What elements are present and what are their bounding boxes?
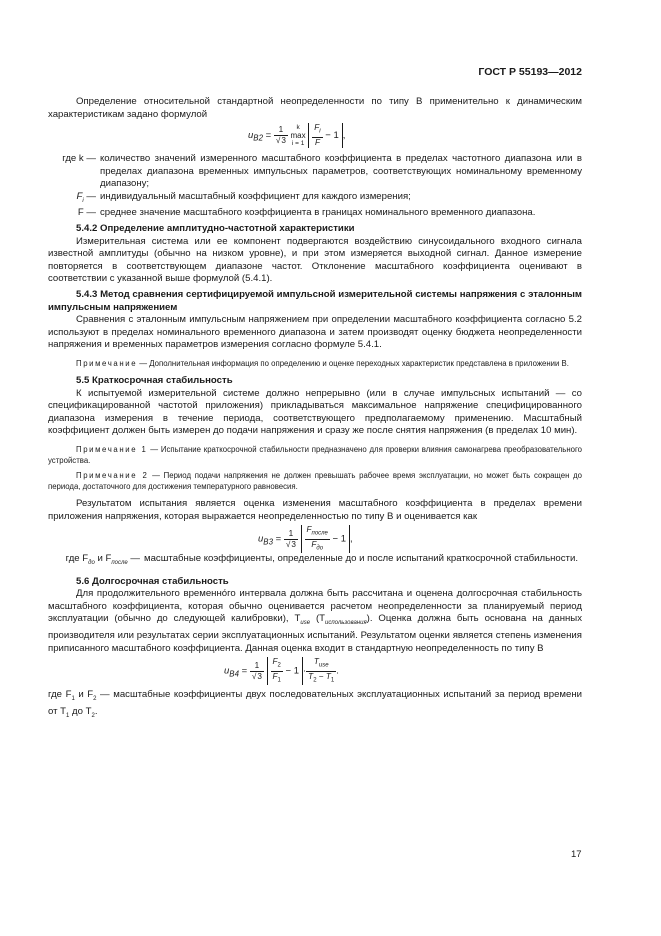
def-f1-f2: где $F_1$ и $F_2$ — масштабные коэффициенты двух последовательных эксплуатационных испытаний за период времени от $T_1$ до $T_2$. <box>48 689 582 719</box>
formula-ub2-lhs-sub: B2 <box>253 133 263 143</box>
note-5-5-2-text: — Период подачи напряжения не должен превышать рабочее время эксплуатации, но может быть сокращен до периода, достаточного для достижения температурного равновесия. <box>48 470 582 491</box>
formula-ub3: $u_{B3}$ = $\frac{1}{√3}$ $F_{после}$ $F_{до}$ − 1 , <box>258 525 353 552</box>
section-5-4-3-text: Сравнения с эталонным импульсным напряжением при определении масштабного коэффициента согласно 5.2 используют в пределах номинального временного диапазона и затем производят оценку бюджета неопределенности напряжения и временных параметров измерения согласно формуле 5.4.1. <box>48 314 582 351</box>
formula-ub4: $u_{B4}$ = $\frac{1}{√3}$ $\frac{F_2}{F_1}$ − 1 · $T_{use}$ $T_2 - T_1$ . <box>224 657 339 684</box>
def-term-fdo-fposle: где $F_{до}$ и $F_{после}$ — <box>65 553 140 567</box>
note-5-4-3-text: — Дополнительная информация по определению и оценке переходных характеристик представлена в приложении В. <box>137 359 569 368</box>
def-desc-fmean: среднее значение масштабного коэффициента в границах номинального временного диапазона. <box>100 207 536 219</box>
def-term-fi: $F_i$ — <box>76 190 96 204</box>
section-5-4-3-title: 5.4.3 Метод сравнения сертифицируемой импульсной измерительной системы напряжения с эталонным импульсным напряжением <box>48 289 582 313</box>
formula-ub2-eq: = <box>265 130 272 142</box>
def-row-k <box>48 153 582 191</box>
section-5-6-text: Для продолжительного временно́го интервала должна быть рассчитана и оценена долгосрочная стабильность масштабного коэффициента, которая обычно оценивается расчетом неопределенности за планируемый период эксплуатации (обычно до следующей калибровки), $T_{use}$ $(T_{использования})$. Оценка должна быть основана на данных производителя или результатах серии эксплуатационных испытаний. Результатом оценки является степень изменения приписанного масштабного коэффициента. Данная оценка входит в стандартную неопределенность по типу В <box>48 588 582 654</box>
note-5-5-1 <box>48 444 582 466</box>
def-desc-k: количество значений измеренного масштабного коэффициента в пределах частотного диапазона или в пределах диапазона временных импульсных параметров, соответствующих номинальному временному диапазону; <box>100 153 582 190</box>
def-row-fmean <box>48 207 582 220</box>
section-5-4-2-text: Измерительная система или ее компонент подвергаются воздействию синусоидального входного сигнала известной амплитуды (обычно на низком уровне), и при этом измеряется выходной сигнал. Данное измерение повторяется в соответствующем диапазоне частот. Отклонение масштабного коэффициента оценивают в соответствии с указанной выше формулой (5.4.1). <box>48 235 582 285</box>
def-desc-fi: индивидуальный масштабный коэффициент для каждого измерения; <box>100 190 411 202</box>
def-row-fi <box>48 191 582 208</box>
note-5-5-2 <box>48 470 582 492</box>
formula-ub2-abs: $\frac{F_i}{F}$ − 1 <box>308 123 342 148</box>
page-number: 17 <box>571 849 582 860</box>
formula-ub2-coef: $\frac{1}{√3}$ <box>275 125 286 146</box>
note-5-4-3 <box>48 358 582 369</box>
formula-ub2: $u_{B2}$ = $\frac{1}{√3}$ k max i = 1 $\frac{F_i}{F}$ − 1 , <box>248 123 346 148</box>
formula-ub2-max: k max i = 1 <box>290 124 306 148</box>
section-5-6-title: 5.6 Долгосрочная стабильность <box>76 575 229 587</box>
note-5-5-2-label: Примечание 2 <box>76 470 149 480</box>
def-term-fmean: F — <box>77 207 96 219</box>
defs-ub2 <box>48 153 582 220</box>
intro-paragraph: Определение относительной стандартной неопределенности по типу В применительно к динамическим характеристикам задано формулой <box>48 96 582 120</box>
def-row-fdo-fposle <box>48 553 582 570</box>
note-5-5-1-label: Примечание 1 <box>76 444 148 454</box>
section-5-5-title: 5.5 Краткосрочная стабильность <box>76 375 233 386</box>
note-5-5-1-text: — Испытание краткосрочной стабильности предназначено для проверки влияния самонагрева преобразовательного устройства. <box>48 444 582 465</box>
section-5-4-2-title: 5.4.2 Определение амплитудно-частотной характеристики <box>76 223 355 235</box>
section-5-5-text: К испытуемой измерительной системе должно непрерывно (или в случае импульсных испытаний — со спецификацированной частотой приложения) прикладываться максимальное напряжение специфицированного диапазона измерения в течение периода, соответствующего предполагаемому применению. Масштабный коэффициент должен быть измерен до подачи напряжения и сразу же после снятия напряжения (в пределах 10 мин). <box>48 387 582 437</box>
note-5-4-3-label: Примечание <box>76 359 138 368</box>
result-paragraph: Результатом испытания является оценка изменения масштабного коэффициента в пределах времени приложения напряжения, которая выражается неопределенностью по типу В и оценивается как <box>48 497 582 522</box>
formula-ub2-lhs: u <box>248 130 254 142</box>
def-term-k: где k — <box>62 153 96 165</box>
page-body <box>48 96 582 722</box>
standard-header: ГОСТ Р 55193—2012 <box>478 66 582 78</box>
def-desc-fdo-fposle: масштабные коэффициенты, определенные до и после испытаний краткосрочной стабильности. <box>144 553 578 565</box>
